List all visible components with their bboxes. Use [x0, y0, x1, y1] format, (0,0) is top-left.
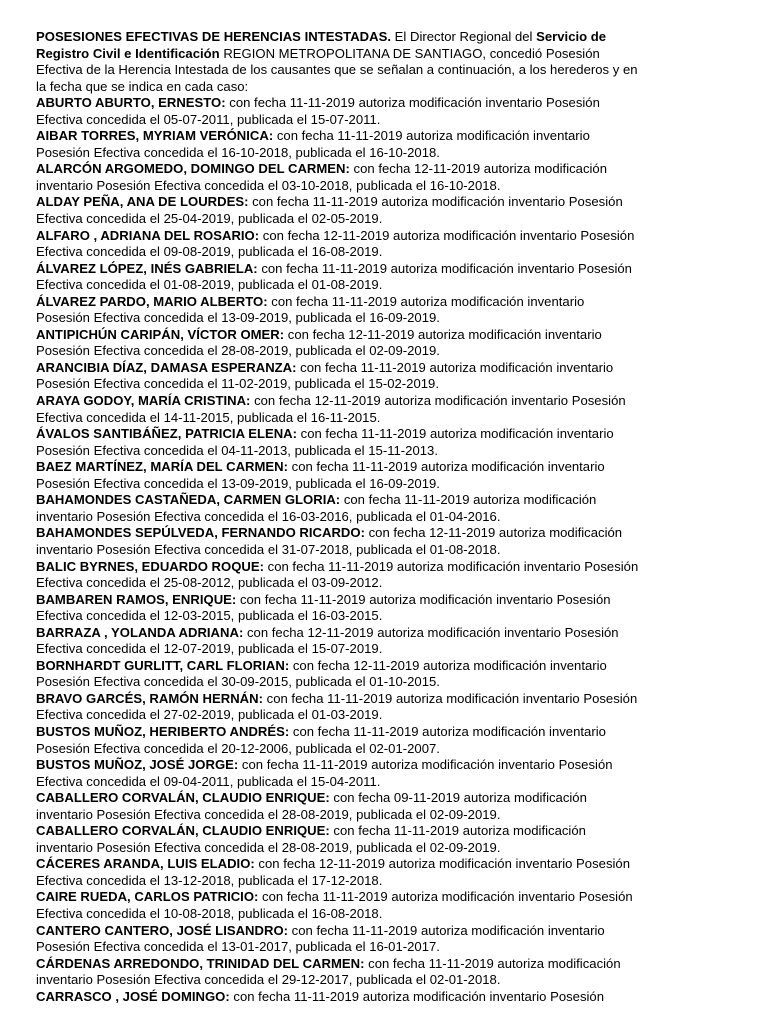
list-item: [36, 128, 756, 161]
list-item: [36, 95, 756, 128]
decedent-name: BAMBAREN RAMOS, ENRIQUE:: [36, 591, 237, 607]
entry-text: con fecha 11-11-2019 autoriza modificación: [340, 492, 597, 508]
entry-text: con fecha 11-11-2019 autoriza modificación: [329, 823, 586, 839]
entry-text: con fecha 11-11-2019 autoriza modificación inventario: [288, 459, 605, 475]
intro-line: [36, 79, 756, 96]
entry-continuation: Posesión Efectiva concedida el 13-01-2017, publicada el 16-01-2017.: [36, 939, 440, 955]
entry-first-line: [36, 559, 756, 576]
entry-first-line: [36, 592, 756, 609]
decedent-name: BUSTOS MUÑOZ, HERIBERTO ANDRÉS:: [36, 723, 290, 739]
entry-first-line: [36, 956, 756, 973]
decedent-name: BUSTOS MUÑOZ, JOSÉ JORGE:: [36, 757, 239, 773]
list-item: [36, 360, 756, 393]
entry-first-line: [36, 525, 756, 542]
entry-text: con fecha 11-11-2019 autoriza modificación inventario Posesión: [236, 591, 611, 607]
entry-text: con fecha 11-11-2019 autoriza modificación inventario Posesión: [248, 194, 623, 210]
entry-continuation: Efectiva concedida el 01-08-2019, publicada el 01-08-2019.: [36, 277, 383, 293]
entry-first-line: [36, 426, 756, 443]
decedent-name: ÁVALOS SANTIBÁÑEZ, PATRICIA ELENA:: [36, 426, 297, 442]
list-item: [36, 956, 756, 989]
list-item: [36, 856, 756, 889]
entry-first-line: [36, 459, 756, 476]
list-item: [36, 294, 756, 327]
entry-text: con fecha 12-11-2019 autoriza modificación inventario: [284, 326, 602, 342]
entry-first-line: [36, 393, 756, 410]
decedent-name: CAIRE RUEDA, CARLOS PATRICIO:: [36, 889, 259, 905]
entry-first-line: [36, 492, 756, 509]
entry-continuation: Posesión Efectiva concedida el 04-11-2013, publicada el 15-11-2013.: [36, 442, 438, 458]
entry-first-line: [36, 360, 756, 377]
document-page: [36, 29, 756, 1005]
entry-text: con fecha 12-11-2019 autoriza modificación inventario: [289, 657, 607, 673]
entry-continuation: Efectiva concedida el 14-11-2015, publicada el 16-11-2015.: [36, 409, 381, 425]
decedent-name: BAEZ MARTÍNEZ, MARÍA DEL CARMEN:: [36, 459, 288, 475]
entry-first-line: [36, 261, 756, 278]
list-item: [36, 492, 756, 525]
entry-continuation: Posesión Efectiva concedida el 13-09-2019, publicada el 16-09-2019.: [36, 475, 440, 491]
intro-line: [36, 29, 756, 46]
entry-continuation: Posesión Efectiva concedida el 20-12-2006, publicada el 02-01-2007.: [36, 740, 440, 756]
list-item: [36, 724, 756, 757]
decedent-name: ALFARO , ADRIANA DEL ROSARIO:: [36, 227, 260, 243]
list-item: [36, 889, 756, 922]
entry-first-line: [36, 923, 756, 940]
decedent-name: CABALLERO CORVALÁN, CLAUDIO ENRIQUE:: [36, 823, 330, 839]
decedent-name: BAHAMONDES CASTAÑEDA, CARMEN GLORIA:: [36, 492, 341, 508]
list-item: [36, 592, 756, 625]
entry-first-line: [36, 128, 756, 145]
decedent-name: ÁLVAREZ PARDO, MARIO ALBERTO:: [36, 293, 268, 309]
entry-text: con fecha 12-11-2019 autoriza modificación inventario Posesión: [250, 393, 626, 409]
list-item: [36, 757, 756, 790]
intro-line: [36, 62, 756, 79]
entry-continuation: Posesión Efectiva concedida el 16-10-2018, publicada el 16-10-2018.: [36, 144, 440, 160]
entry-continuation: inventario Posesión Efectiva concedida el 03-10-2018, publicada el 16-10-2018.: [36, 177, 501, 193]
entry-text: con fecha 11-11-2019 autoriza modificación inventario: [267, 293, 585, 309]
entry-text: con fecha 11-11-2019 autoriza modificación inventario: [297, 426, 614, 442]
list-item: [36, 525, 756, 558]
decedent-name: CÁCERES ARANDA, LUIS ELADIO:: [36, 856, 255, 872]
entry-first-line: [36, 757, 756, 774]
entry-first-line: [36, 889, 756, 906]
decedent-name: ABURTO ABURTO, ERNESTO:: [36, 95, 226, 111]
entry-continuation: Efectiva concedida el 25-04-2019, publicada el 02-05-2019.: [36, 211, 383, 227]
list-item: [36, 161, 756, 194]
entry-first-line: [36, 194, 756, 211]
entry-first-line: [36, 294, 756, 311]
decedent-name: ARANCIBIA DÍAZ, DAMASA ESPERANZA:: [36, 359, 297, 375]
list-item: [36, 923, 756, 956]
entry-first-line: [36, 658, 756, 675]
intro-line: [36, 46, 756, 63]
decedent-name: ALARCÓN ARGOMEDO, DOMINGO DEL CARMEN:: [36, 161, 350, 177]
list-item: [36, 228, 756, 261]
entry-first-line: [36, 95, 756, 112]
decedent-name: AIBAR TORRES, MYRIAM VERÓNICA:: [36, 128, 274, 144]
decedent-name: ANTIPICHÚN CARIPÁN, VÍCTOR OMER:: [36, 326, 285, 342]
entry-continuation: Efectiva concedida el 10-08-2018, publicada el 16-08-2018.: [36, 905, 383, 921]
intro-text: REGION METROPOLITANA DE SANTIAGO, concedió Posesión: [219, 45, 600, 61]
entry-continuation: Posesión Efectiva concedida el 13-09-2019, publicada el 16-09-2019.: [36, 310, 440, 326]
decedent-name: CARRASCO , JOSÉ DOMINGO:: [36, 988, 230, 1004]
entry-continuation: Posesión Efectiva concedida el 30-09-2015, publicada el 01-10-2015.: [36, 674, 440, 690]
entry-text: con fecha 09-11-2019 autoriza modificación: [329, 790, 587, 806]
decedent-name: CANTERO CANTERO, JOSÉ LISANDRO:: [36, 922, 289, 938]
entry-text: con fecha 11-11-2019 autoriza modificación inventario Posesión: [258, 889, 633, 905]
entry-continuation: Efectiva concedida el 09-08-2019, publicada el 16-08-2019.: [36, 244, 383, 260]
list-item: [36, 625, 756, 658]
entry-continuation: inventario Posesión Efectiva concedida el 28-08-2019, publicada el 02-09-2019.: [36, 839, 501, 855]
decedent-name: BARRAZA , YOLANDA ADRIANA:: [36, 624, 244, 640]
list-item: [36, 658, 756, 691]
entry-text: con fecha 12-11-2019 autoriza modificación inventario Posesión: [243, 624, 619, 640]
decedent-name: ARAYA GODOY, MARÍA CRISTINA:: [36, 393, 251, 409]
entry-text: con fecha 11-11-2019 autoriza modificación inventario Posesión: [263, 690, 638, 706]
list-item: [36, 559, 756, 592]
entry-text: con fecha 11-11-2019 autoriza modificación inventario Posesión: [257, 260, 632, 276]
decedent-name: BALIC BYRNES, EDUARDO ROQUE:: [36, 558, 264, 574]
entry-text: con fecha 12-11-2019 autoriza modificación: [349, 161, 608, 177]
intro-text: El Director Regional del: [391, 29, 537, 44]
entry-text: con fecha 11-11-2019 autoriza modificación: [364, 955, 621, 971]
decedent-name: CABALLERO CORVALÁN, CLAUDIO ENRIQUE:: [36, 790, 330, 806]
entry-first-line: [36, 724, 756, 741]
intro-bold-text: POSESIONES EFECTIVAS DE HERENCIAS INTESTADAS.: [36, 29, 392, 44]
entry-text: con fecha 11-11-2019 autoriza modificación inventario Posesión: [238, 757, 613, 773]
entries-list: [36, 95, 756, 1005]
entry-text: con fecha 12-11-2019 autoriza modificación inventario Posesión: [259, 227, 635, 243]
decedent-name: BAHAMONDES SEPÚLVEDA, FERNANDO RICARDO:: [36, 525, 365, 541]
list-item: [36, 459, 756, 492]
entry-first-line: [36, 823, 756, 840]
entry-continuation: inventario Posesión Efectiva concedida el 29-12-2017, publicada el 02-01-2018.: [36, 972, 501, 988]
entry-text: con fecha 12-11-2019 autoriza modificación: [364, 525, 623, 541]
decedent-name: ÁLVAREZ LÓPEZ, INÉS GABRIELA:: [36, 260, 258, 276]
entry-first-line: [36, 856, 756, 873]
entry-continuation: Efectiva concedida el 25-08-2012, publicada el 03-09-2012.: [36, 575, 383, 591]
list-item: [36, 691, 756, 724]
entry-text: con fecha 11-11-2019 autoriza modificación inventario: [296, 359, 614, 375]
entry-continuation: Efectiva concedida el 12-07-2019, publicada el 15-07-2019.: [36, 641, 383, 657]
entry-first-line: [36, 228, 756, 245]
entry-continuation: Efectiva concedida el 05-07-2011, publicada el 15-07-2011.: [36, 111, 381, 127]
entry-continuation: Efectiva concedida el 09-04-2011, publicada el 15-04-2011.: [36, 773, 381, 789]
list-item: [36, 393, 756, 426]
entry-first-line: [36, 625, 756, 642]
entry-text: con fecha 11-11-2019 autoriza modificación inventario Posesión: [263, 558, 639, 574]
list-item: [36, 989, 756, 1006]
decedent-name: BRAVO GARCÉS, RAMÓN HERNÁN:: [36, 690, 263, 706]
entry-first-line: [36, 691, 756, 708]
list-item: [36, 261, 756, 294]
list-item: [36, 327, 756, 360]
intro-text: la fecha que se indica en cada caso:: [36, 78, 249, 94]
entry-first-line: [36, 327, 756, 344]
decedent-name: ALDAY PEÑA, ANA DE LOURDES:: [36, 194, 249, 210]
entry-continuation: inventario Posesión Efectiva concedida el 16-03-2016, publicada el 01-04-2016.: [36, 508, 501, 524]
entry-continuation: Efectiva concedida el 12-03-2015, publicada el 16-03-2015.: [36, 608, 383, 624]
entry-text: con fecha 11-11-2019 autoriza modificación inventario: [273, 128, 590, 144]
decedent-name: CÁRDENAS ARREDONDO, TRINIDAD DEL CARMEN:: [36, 955, 365, 971]
entry-text: con fecha 11-11-2019 autoriza modificación inventario: [288, 922, 605, 938]
entry-continuation: Posesión Efectiva concedida el 11-02-2019, publicada el 15-02-2019.: [36, 376, 439, 392]
entry-first-line: [36, 790, 756, 807]
intro-bold-text: Servicio de: [536, 29, 607, 44]
list-item: [36, 426, 756, 459]
entry-text: con fecha 11-11-2019 autoriza modificación inventario: [289, 723, 606, 739]
entry-first-line: [36, 161, 756, 178]
entry-text: con fecha 12-11-2019 autoriza modificación inventario Posesión: [254, 856, 631, 872]
entry-continuation: Efectiva concedida el 13-12-2018, publicada el 17-12-2018.: [36, 872, 383, 888]
entry-continuation: Efectiva concedida el 27-02-2019, publicada el 01-03-2019.: [36, 707, 383, 723]
entry-text: con fecha 11-11-2019 autoriza modificación inventario Posesión: [225, 95, 600, 111]
intro-text: Efectiva de la Herencia Intestada de los causantes que se señalan a continuación, a los herederos y en: [36, 62, 638, 78]
entry-continuation: Posesión Efectiva concedida el 28-08-2019, publicada el 02-09-2019.: [36, 343, 440, 359]
list-item: [36, 194, 756, 227]
decedent-name: BORNHARDT GURLITT, CARL FLORIAN:: [36, 657, 290, 673]
entry-first-line: [36, 989, 756, 1006]
list-item: [36, 823, 756, 856]
entry-continuation: inventario Posesión Efectiva concedida el 31-07-2018, publicada el 01-08-2018.: [36, 541, 501, 557]
entry-continuation: inventario Posesión Efectiva concedida el 28-08-2019, publicada el 02-09-2019.: [36, 806, 501, 822]
intro-paragraph: [36, 29, 756, 95]
list-item: [36, 790, 756, 823]
intro-bold-text: Registro Civil e Identificación: [36, 45, 220, 61]
entry-text: con fecha 11-11-2019 autoriza modificación inventario Posesión: [229, 988, 605, 1004]
